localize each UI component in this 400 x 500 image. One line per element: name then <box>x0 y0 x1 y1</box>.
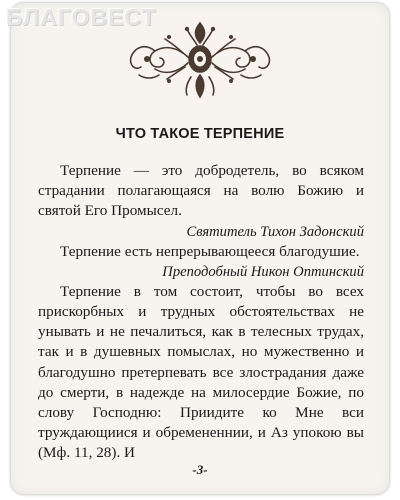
attribution: Святитель Тихон Задонский <box>186 223 364 240</box>
paragraph: Терпение в том состоит, чтобы во всех прискорбных и трудных обстоятельствах не унывать и не печалиться, как в телесных трудах, так и в душевных помыслах, но мужественно и благодушно претерпевать все злострадания даже до смерти, в надежде на милосердие Божие, по слову Господню: Приидите ко Мне вси труждающиися и обремененнии, и Аз упокою вы (Мф. 11, 28). И <box>38 282 364 462</box>
paragraph: Терпение — это добродетель, во всяком страдании полагающаяся на волю Божию и святой Его Промысел. <box>38 162 364 220</box>
watermark-logo: БЛАГОВЕСТ <box>6 4 157 30</box>
page-body-text <box>38 161 364 464</box>
book-page <box>11 3 389 494</box>
paragraph: Терпение есть непрерывающееся благодушие. <box>60 242 360 260</box>
page-number: -3- <box>192 462 208 477</box>
attribution: Преподобный Никон Оптинский <box>162 263 364 280</box>
page-heading: ЧТО ТАКОЕ ТЕРПЕНИЕ <box>115 126 285 142</box>
